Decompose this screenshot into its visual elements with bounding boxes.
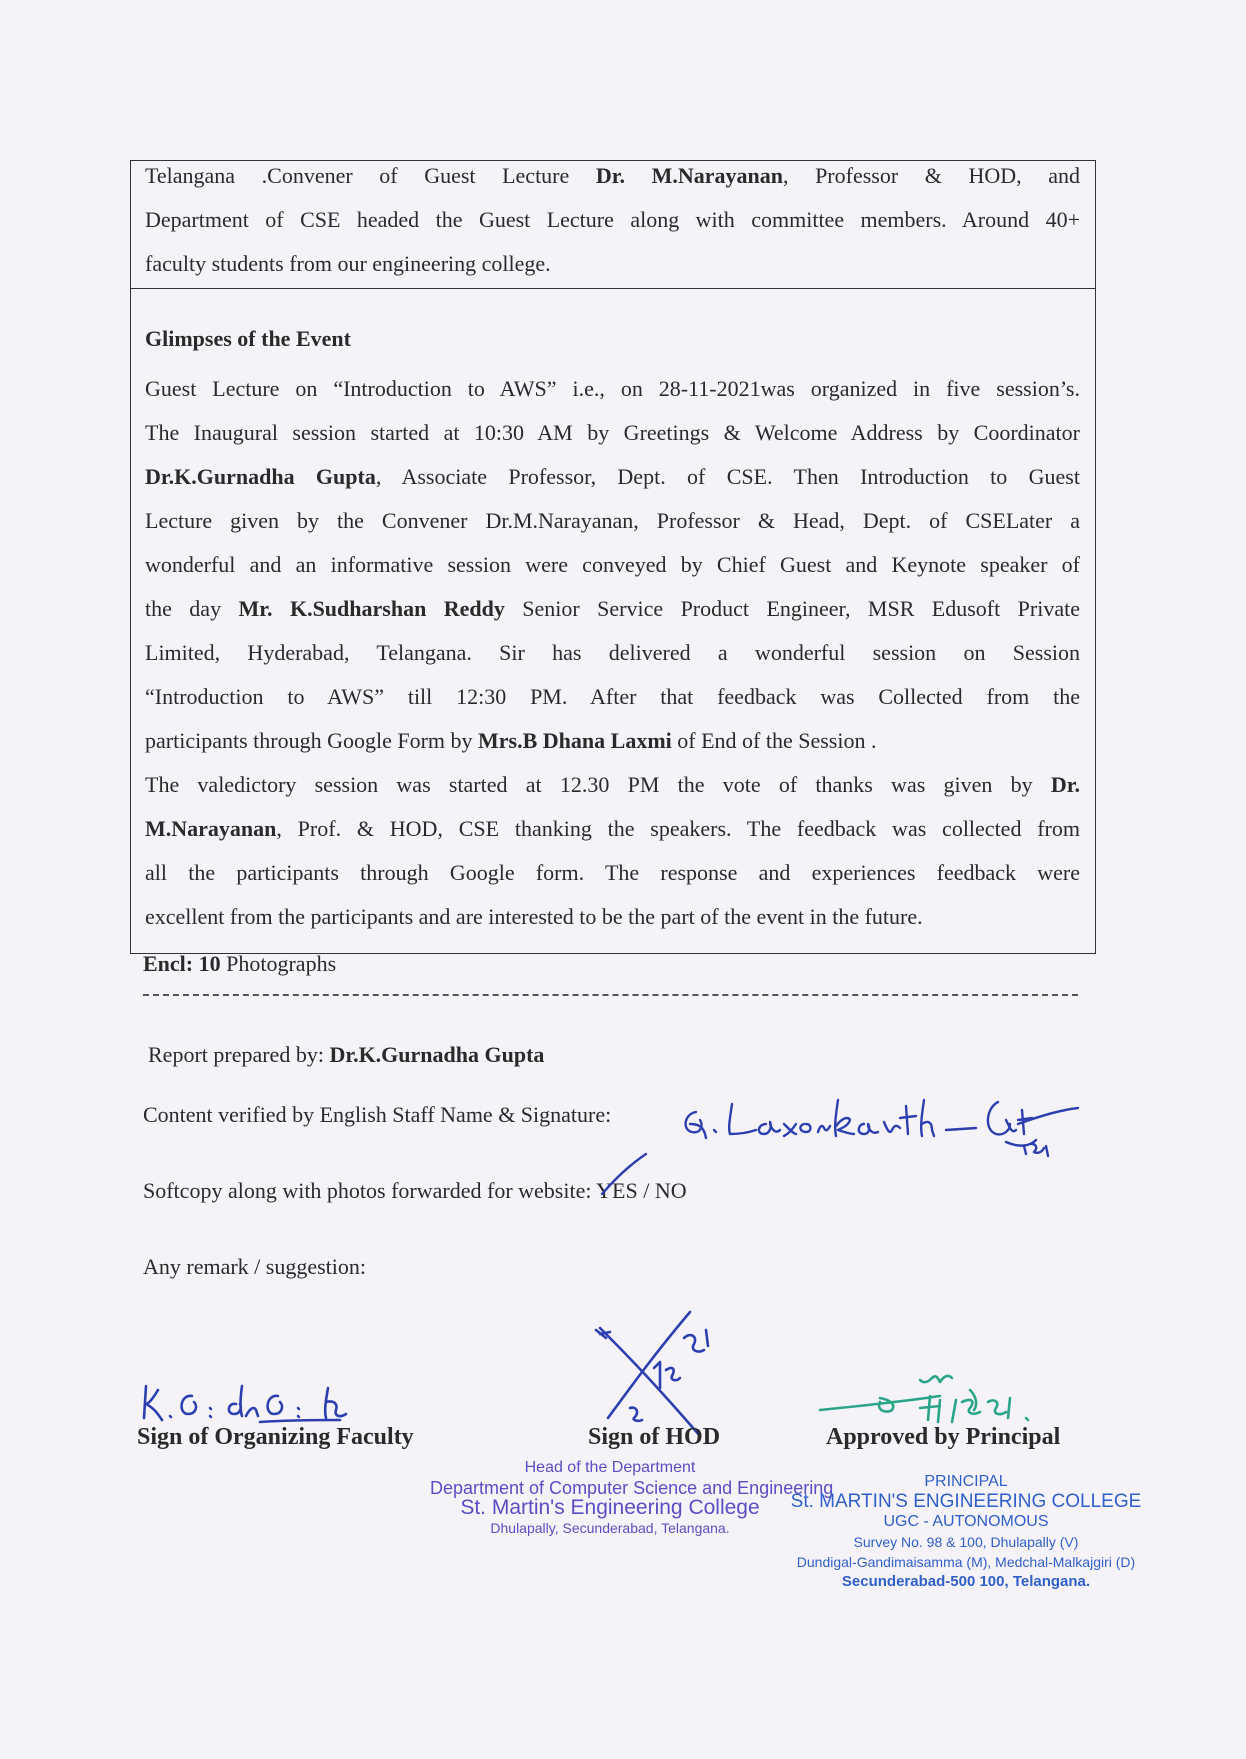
remark-line [143, 1254, 366, 1280]
hod-stamp-dept: Department of Computer Science and Engineering [430, 1478, 834, 1498]
yes-checkmark [600, 1150, 660, 1200]
line-text: faculty students from our engineering college. [145, 251, 551, 276]
report-prepared-value: Dr.K.Gurnadha Gupta [329, 1042, 545, 1067]
principal-stamp [786, 1472, 1146, 1592]
paragraph-line [145, 411, 1080, 455]
paragraph-line [145, 631, 1080, 675]
line-text: “Introduction to AWS” till 12:30 PM. After that feedback was Collected from the [145, 684, 1080, 709]
paragraph-line [145, 895, 1080, 939]
line-text: The Inaugural session started at 10:30 AM by Greetings & Welcome Address by Coordinator [145, 420, 1080, 445]
bold-name: M.Narayanan [145, 816, 277, 841]
paragraph-line [145, 198, 1080, 242]
remark-label: Any remark / suggestion: [143, 1254, 367, 1279]
hod-stamp-address: Dhulapally, Secunderabad, Telangana. [490, 1520, 730, 1536]
hod-sign-label: Sign of HOD [588, 1424, 721, 1450]
paragraph-line [145, 154, 1080, 198]
organizing-faculty-label: Sign of Organizing Faculty [137, 1424, 414, 1450]
paragraph-line [145, 675, 1080, 719]
line-text: excellent from the participants and are interested to be the part of the event in the future. [145, 904, 923, 929]
line-text: of End of the Session . [671, 728, 877, 753]
enclosure-label: Encl: 10 [143, 951, 221, 976]
principal-stamp-status: UGC - AUTONOMOUS [883, 1513, 1049, 1530]
glimpses-paragraph-1 [145, 367, 1080, 763]
paragraph-line [145, 455, 1080, 499]
principal-stamp-city: Secunderabad-500 100, Telangana. [841, 1573, 1091, 1590]
line-text: Department of CSE headed the Guest Lecture along with committee members. Around 40+ [145, 207, 1080, 232]
softcopy-label: Softcopy along with photos forwarded for website: YES / NO [143, 1178, 687, 1203]
line-text: all the participants through Google form. The response and experiences feedback were [145, 860, 1080, 885]
line-text: , Associate Professor, Dept. of CSE. Then Introduction to Guest [375, 464, 1080, 489]
paragraph-line [145, 543, 1080, 587]
line-text: wonderful and an informative session were conveyed by Chief Guest and Keynote speaker of [145, 552, 1080, 577]
verifier-signature [680, 1090, 1080, 1170]
paragraph-line [145, 851, 1080, 895]
report-prepared-label: Report prepared by: [148, 1042, 330, 1067]
principal-stamp-title: PRINCIPAL [924, 1473, 1008, 1490]
hod-stamp-college: St. Martin's Engineering College [460, 1496, 760, 1519]
organizer-signature [140, 1380, 400, 1430]
bold-name: Mrs.B Dhana Laxmi [478, 728, 672, 753]
line-text: Lecture given by the Convener Dr.M.Narayanan, Professor & Head, Dept. of CSELater a [145, 508, 1080, 533]
bold-name: Mr. K.Sudharshan Reddy [238, 596, 505, 621]
bold-name: Dr.K.Gurnadha Gupta [145, 464, 376, 489]
report-prepared-line [148, 1042, 544, 1068]
paragraph-line [145, 499, 1080, 543]
line-text: participants through Google Form by [145, 728, 479, 753]
paragraph-line [145, 763, 1080, 807]
intro-paragraph [145, 154, 1080, 286]
paragraph-line [145, 807, 1080, 851]
line-text: Guest Lecture on “Introduction to AWS” i.e., on 28-11-2021was organized in five session’s. [145, 376, 1080, 401]
principal-approval-label: Approved by Principal [826, 1424, 1061, 1450]
principal-stamp-district: Dundigal-Gandimaisamma (M), Medchal-Malkajgiri (D) [796, 1554, 1136, 1570]
line-text: , Professor & HOD, and [782, 163, 1080, 188]
glimpses-paragraph-2 [145, 763, 1080, 939]
paragraph-line [145, 587, 1080, 631]
content-verified-label: Content verified by English Staff Name & Signature: [143, 1102, 612, 1127]
line-text: Limited, Hyderabad, Telangana. Sir has delivered a wonderful session on Session [145, 640, 1080, 665]
principal-stamp-survey: Survey No. 98 & 100, Dhulapally (V) [853, 1534, 1079, 1550]
hod-stamp [430, 1458, 834, 1538]
enclosure-line [143, 951, 336, 977]
bold-name: Dr. M.Narayanan [595, 163, 783, 188]
line-text: Telangana .Convener of Guest Lecture [145, 163, 596, 188]
principal-stamp-college: St. MARTIN'S ENGINEERING COLLEGE [790, 1491, 1142, 1512]
line-text: , Prof. & HOD, CSE thanking the speakers. The feedback was collected from [276, 816, 1080, 841]
content-verified-line [143, 1102, 611, 1128]
paragraph-line [145, 242, 1080, 286]
hod-stamp-title: Head of the Department [524, 1459, 696, 1476]
line-text: The valedictory session was started at 12.30 PM the vote of thanks was given by [145, 772, 1051, 797]
paragraph-line [145, 719, 1080, 763]
paragraph-line [145, 367, 1080, 411]
bold-name: Dr. [1050, 772, 1080, 797]
line-text: the day [145, 596, 239, 621]
dashed-divider [143, 994, 1078, 996]
glimpses-heading: Glimpses of the Event [145, 326, 351, 351]
line-text: Senior Service Product Engineer, MSR Edusoft Private [504, 596, 1080, 621]
enclosure-text: Photographs [220, 951, 337, 976]
